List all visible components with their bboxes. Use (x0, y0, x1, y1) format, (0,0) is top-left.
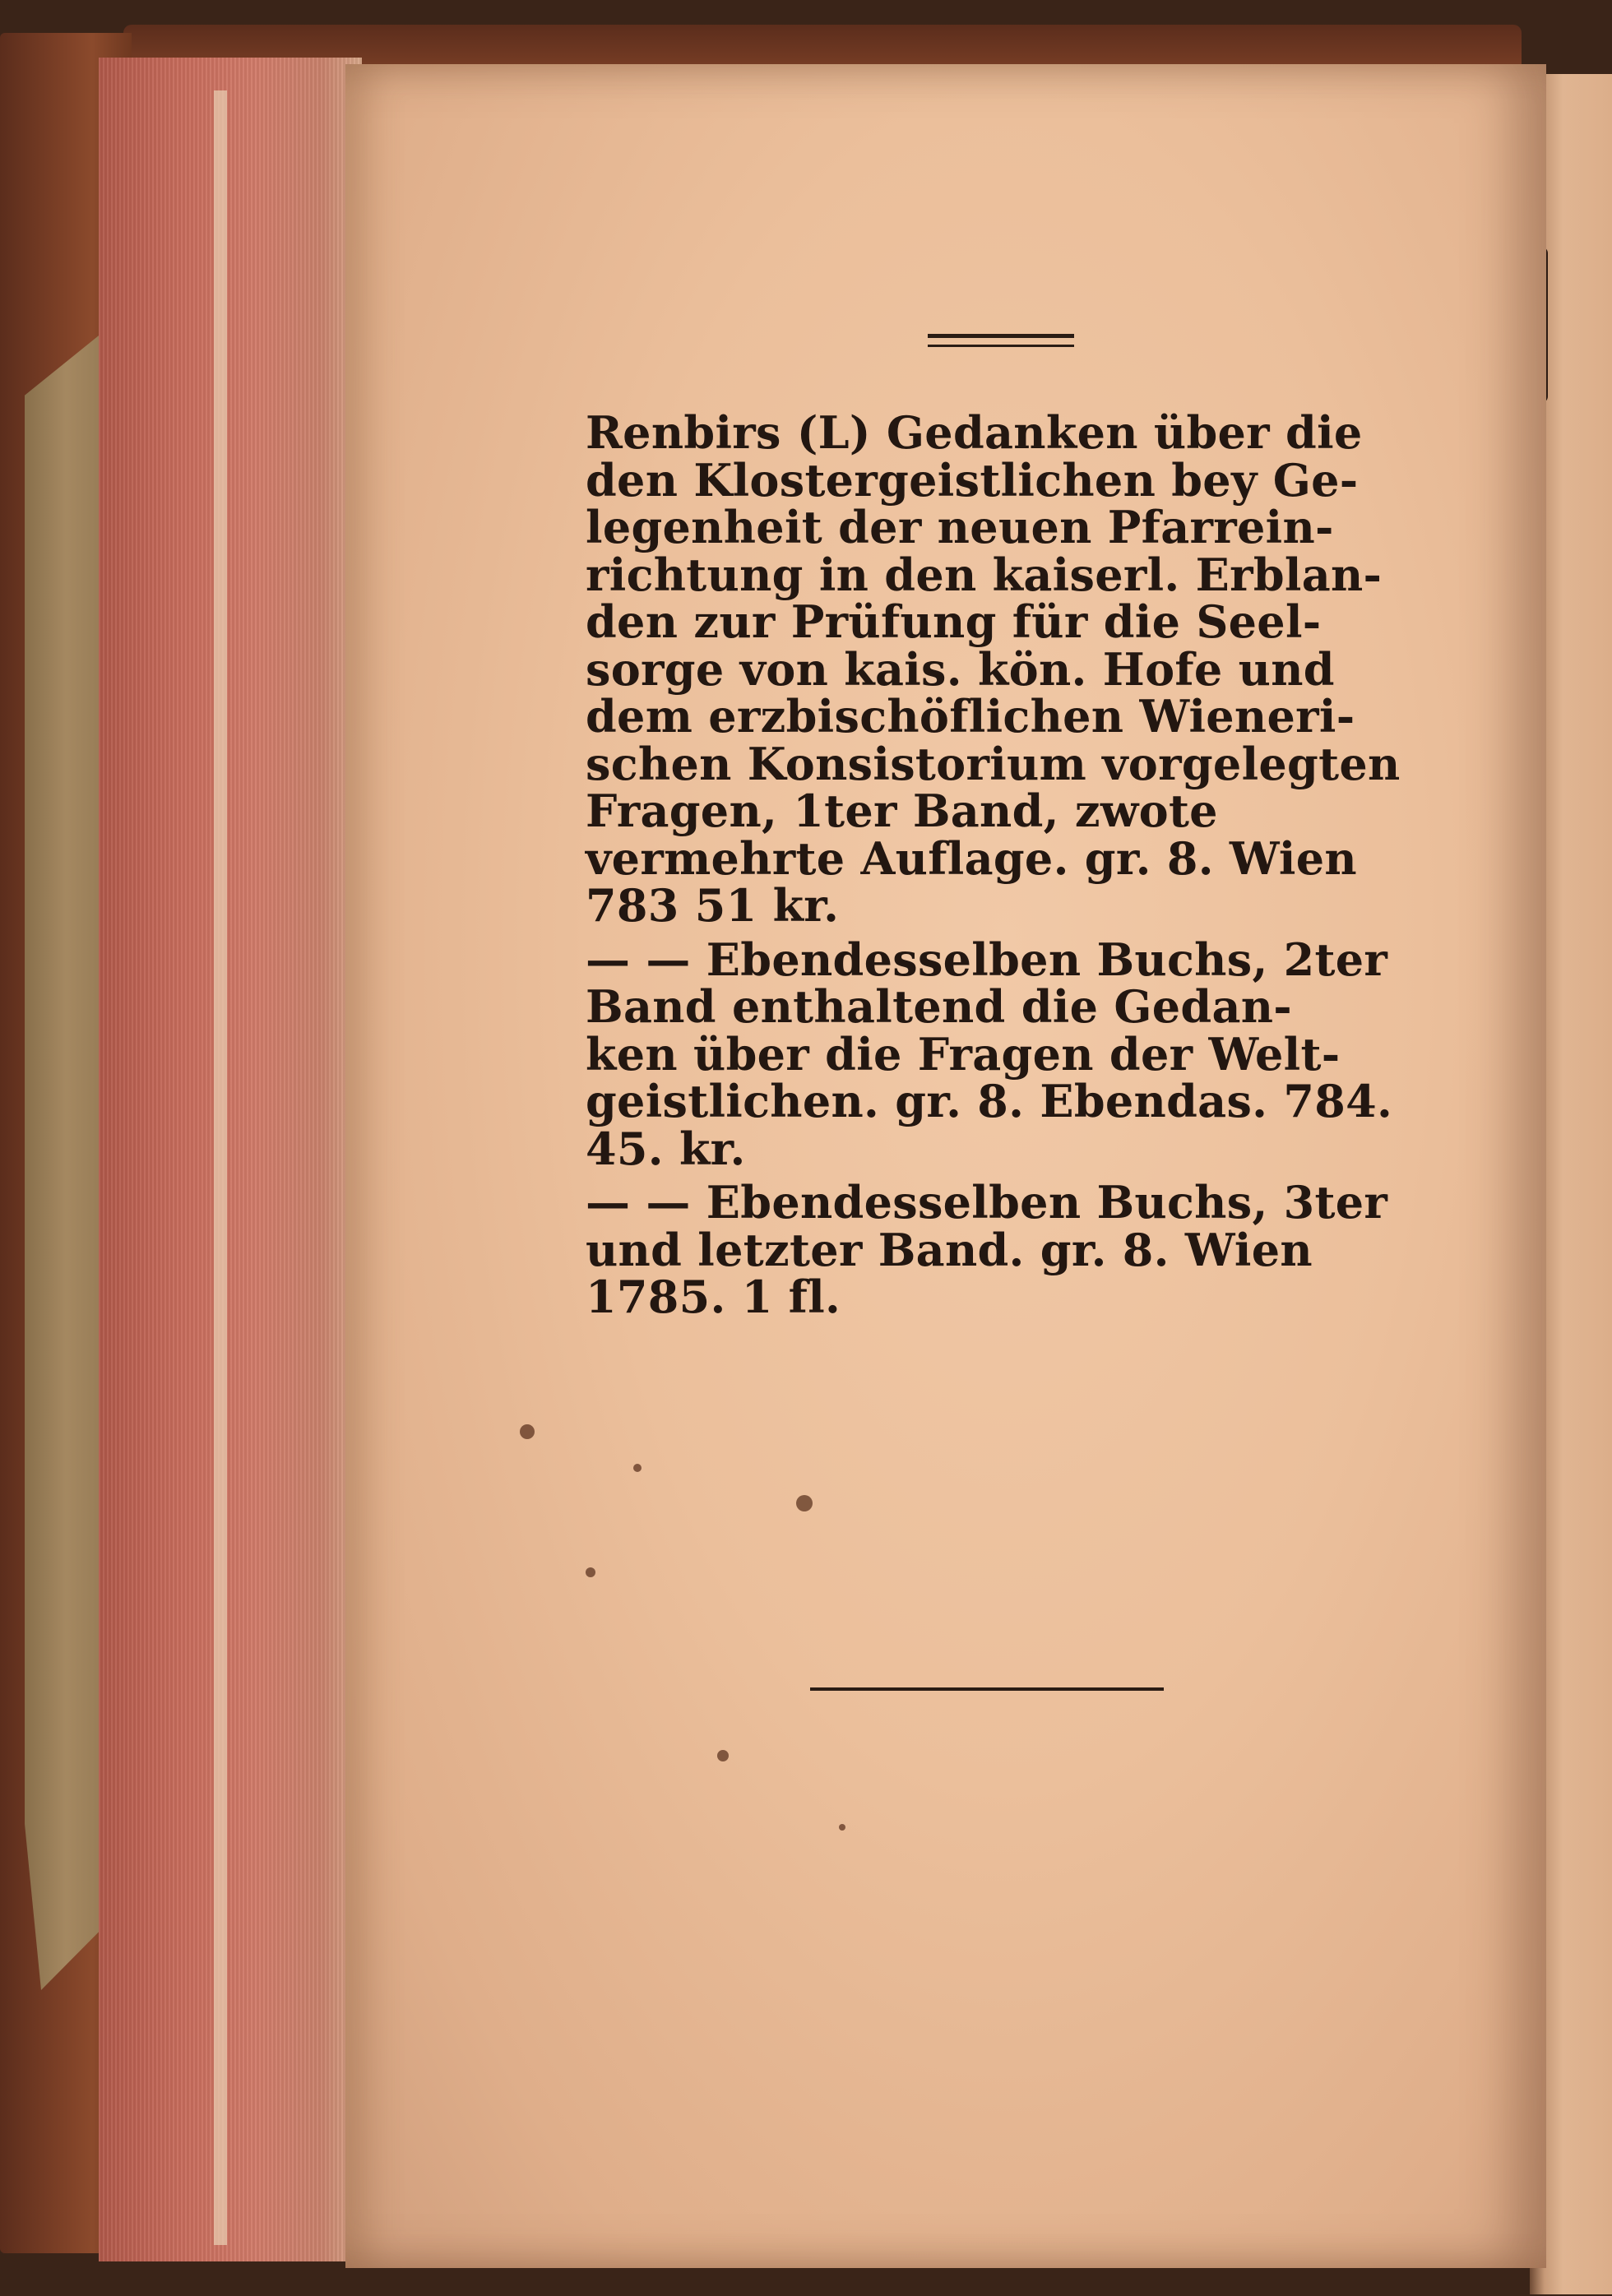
text-line: legenheit der neuen Pfarrein- (586, 501, 1334, 553)
text-line: und letzter Band. gr. 8. Wien (586, 1223, 1313, 1276)
text-line: vermehrte Auflage. gr. 8. Wien (586, 831, 1357, 885)
ink-stain (839, 1824, 845, 1831)
cover-vellum-patch (25, 329, 107, 1990)
catalog-entry-3 (586, 1176, 1408, 1323)
text-line: 45. kr. (586, 1122, 746, 1175)
text-line: den Klostergeistlichen bey Ge- (586, 453, 1359, 507)
text-line: ken über die Fragen der Welt- (586, 1027, 1341, 1081)
bottom-ornament-rule (810, 1687, 1164, 1691)
text-line: dem erzbischöflichen Wieneri- (586, 690, 1355, 743)
page-block-edges (99, 58, 362, 2261)
text-line: 783 51 kr. (586, 879, 840, 932)
text-line: — — Ebendesselben Buchs, 2ter (586, 933, 1388, 986)
catalog-entry-2 (586, 933, 1408, 1175)
text-line: Renbirs (L) Gedanken über die (586, 406, 1363, 459)
ink-stain (520, 1424, 535, 1439)
ink-stain (586, 1567, 595, 1577)
catalog-entry-1 (586, 406, 1408, 932)
text-line: geistlichen. gr. 8. Ebendas. 784. (586, 1075, 1393, 1127)
text-line: sorge von kais. kön. Hofe und (586, 642, 1335, 696)
text-line: schen Konsistorium vorgelegten (586, 737, 1401, 790)
text-line: den zur Prüfung für die Seel- (586, 595, 1322, 648)
text-line: — — Ebendesselben Buchs, 3ter (586, 1176, 1388, 1229)
text-line: richtung in den kaiserl. Erblan- (586, 548, 1383, 601)
text-line: 1785. 1 fl. (586, 1271, 841, 1323)
text-line: Band enthaltend die Gedan- (586, 980, 1293, 1033)
ink-stain (717, 1750, 729, 1761)
catalog-text (586, 406, 1408, 1323)
text-line: Fragen, 1ter Band, zwote (586, 785, 1218, 837)
ink-stain (633, 1464, 642, 1472)
ink-stain (796, 1495, 813, 1511)
page-edge-gap (214, 90, 227, 2245)
top-ornament-rule (928, 334, 1074, 347)
